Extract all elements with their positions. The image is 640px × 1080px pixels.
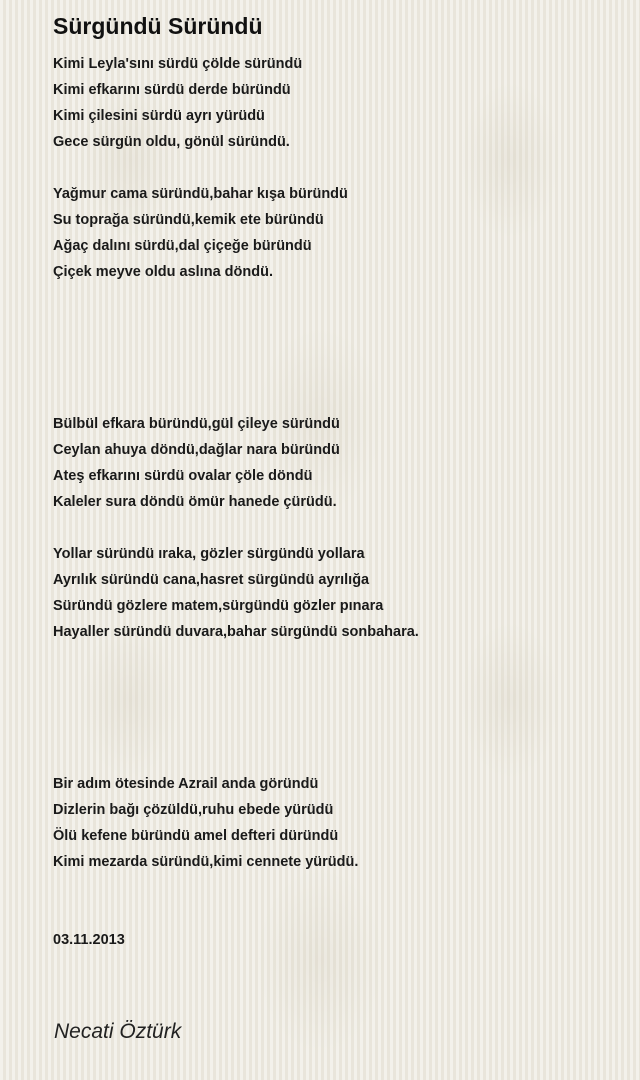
stanza-3 [53, 411, 340, 515]
poem-line: Su toprağa süründü,kemik ete büründü [53, 212, 324, 228]
poem-line: Kimi mezarda süründü,kimi cennete yürüdü. [53, 854, 359, 870]
poem-line: Kimi çilesini sürdü ayrı yürüdü [53, 108, 265, 124]
poem-line: Gece sürgün oldu, gönül süründü. [53, 134, 290, 150]
poem-line: Çiçek meyve oldu aslına döndü. [53, 264, 273, 280]
poem-line: Yollar süründü ıraka, gözler sürgündü yollara [53, 546, 365, 562]
poem-line: Ölü kefene büründü amel defteri düründü [53, 828, 339, 844]
poem-line: Yağmur cama süründü,bahar kışa büründü [53, 186, 348, 202]
poem-line: Dizlerin bağı çözüldü,ruhu ebede yürüdü [53, 802, 334, 818]
poem-line: Kimi Leyla'sını sürdü çölde süründü [53, 56, 303, 72]
poem-line: Bülbül efkara büründü,gül çileye süründü [53, 416, 340, 432]
stanza-2 [53, 181, 348, 285]
poem-line: Ağaç dalını sürdü,dal çiçeğe büründü [53, 238, 312, 254]
poem-line: Ayrılık süründü cana,hasret sürgündü ayrılığa [53, 572, 370, 588]
poem-title: Sürgündü Süründü [53, 13, 263, 39]
poem-date: 03.11.2013 [53, 932, 125, 948]
poem-line: Bir adım ötesinde Azrail anda göründü [53, 776, 319, 792]
poem-line: Hayaller süründü duvara,bahar sürgündü sonbahara. [53, 624, 419, 640]
poem-line: Ceylan ahuya döndü,dağlar nara büründü [53, 442, 340, 458]
poem-line: Ateş efkarını sürdü ovalar çöle döndü [53, 468, 313, 484]
stanza-4 [53, 541, 419, 645]
poem-line: Süründü gözlere matem,sürgündü gözler pınara [53, 598, 384, 614]
poem-line: Kimi efkarını sürdü derde büründü [53, 82, 291, 98]
stanza-1 [53, 51, 302, 155]
poem-line: Kaleler sura döndü ömür hanede çürüdü. [53, 494, 337, 510]
stanza-5 [53, 771, 358, 875]
poem-author: Necati Öztürk [54, 1020, 182, 1043]
